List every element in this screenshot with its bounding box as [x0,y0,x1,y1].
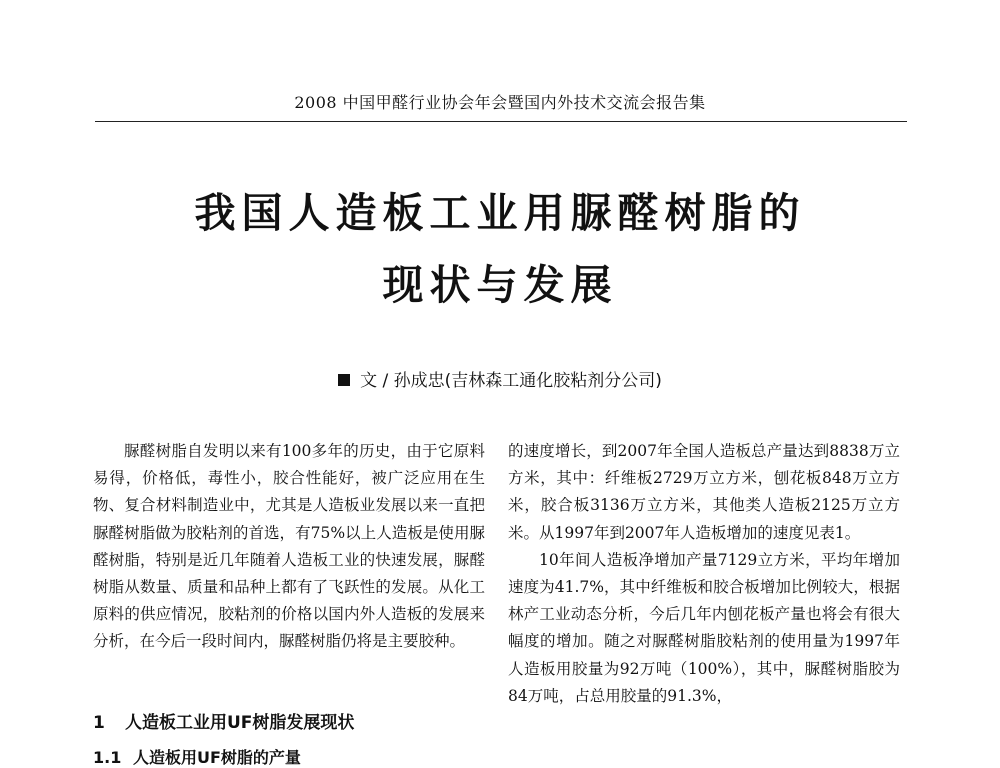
section-heading [93,708,354,733]
article-title-line-2: 现状与发展 [382,261,618,309]
article-title-line-1: 我国人造板工业用脲醛树脂的 [194,189,806,237]
body-paragraph: 的速度增长，到2007年全国人造板总产量达到8838万立方米，其中：纤维板2729万立方米，刨花板848万立方米，胶合板3136万立方米，其他类人造板2125万立方米。从1997年到2007年人造板增加的速度见表1。 [508,442,900,542]
body-paragraph: 10年间人造板净增加产量7129立方米，平均年增加速度为41.7%，其中纤维板和胶合板增加比例较大，根据林产工业动态分析，今后几年内刨花板产量也将会有很大幅度的增加。随之对脲醛树脂胶粘剂的使用量为1997年人造板用胶量为92万吨（100%），其中，脲醛树脂胶为84万吨，占总用胶量的91.3%， [508,550,900,705]
subsection-number: 1.1 [93,748,122,767]
subsection-title: 人造板用UF树脂的产量 [133,748,301,767]
byline [0,366,1000,391]
header-rule [95,121,907,122]
byline-text: 文 / 孙成忠(吉林森工通化胶粘剂分公司) [360,371,662,391]
right-column [508,438,900,710]
running-head: 2008 中国甲醛行业协会年会暨国内外技术交流会报告集 [294,93,706,112]
subsection-heading [93,745,301,768]
square-bullet-icon [338,374,350,386]
section-title: 人造板工业用UF树脂发展现状 [125,713,355,733]
section-number: 1 [93,713,105,733]
body-paragraph: 脲醛树脂自发明以来有100多年的历史，由于它原料易得，价格低，毒性小，胶合性能好，被广泛应用在生物、复合材料制造业中，尤其是人造板业发展以来一直把脲醛树脂做为胶粘剂的首选，有75%以上人造板是使用脲醛树脂，特别是近几年随着人造板工业的快速发展，脲醛树脂从数量、质量和品种上都有了飞跃性的发展。从化工原料的供应情况，胶粘剂的价格以国内外人造板的发展来分析，在今后一段时间内，脲醛树脂仍将是主要胶种。 [93,442,485,651]
left-column [93,438,485,656]
